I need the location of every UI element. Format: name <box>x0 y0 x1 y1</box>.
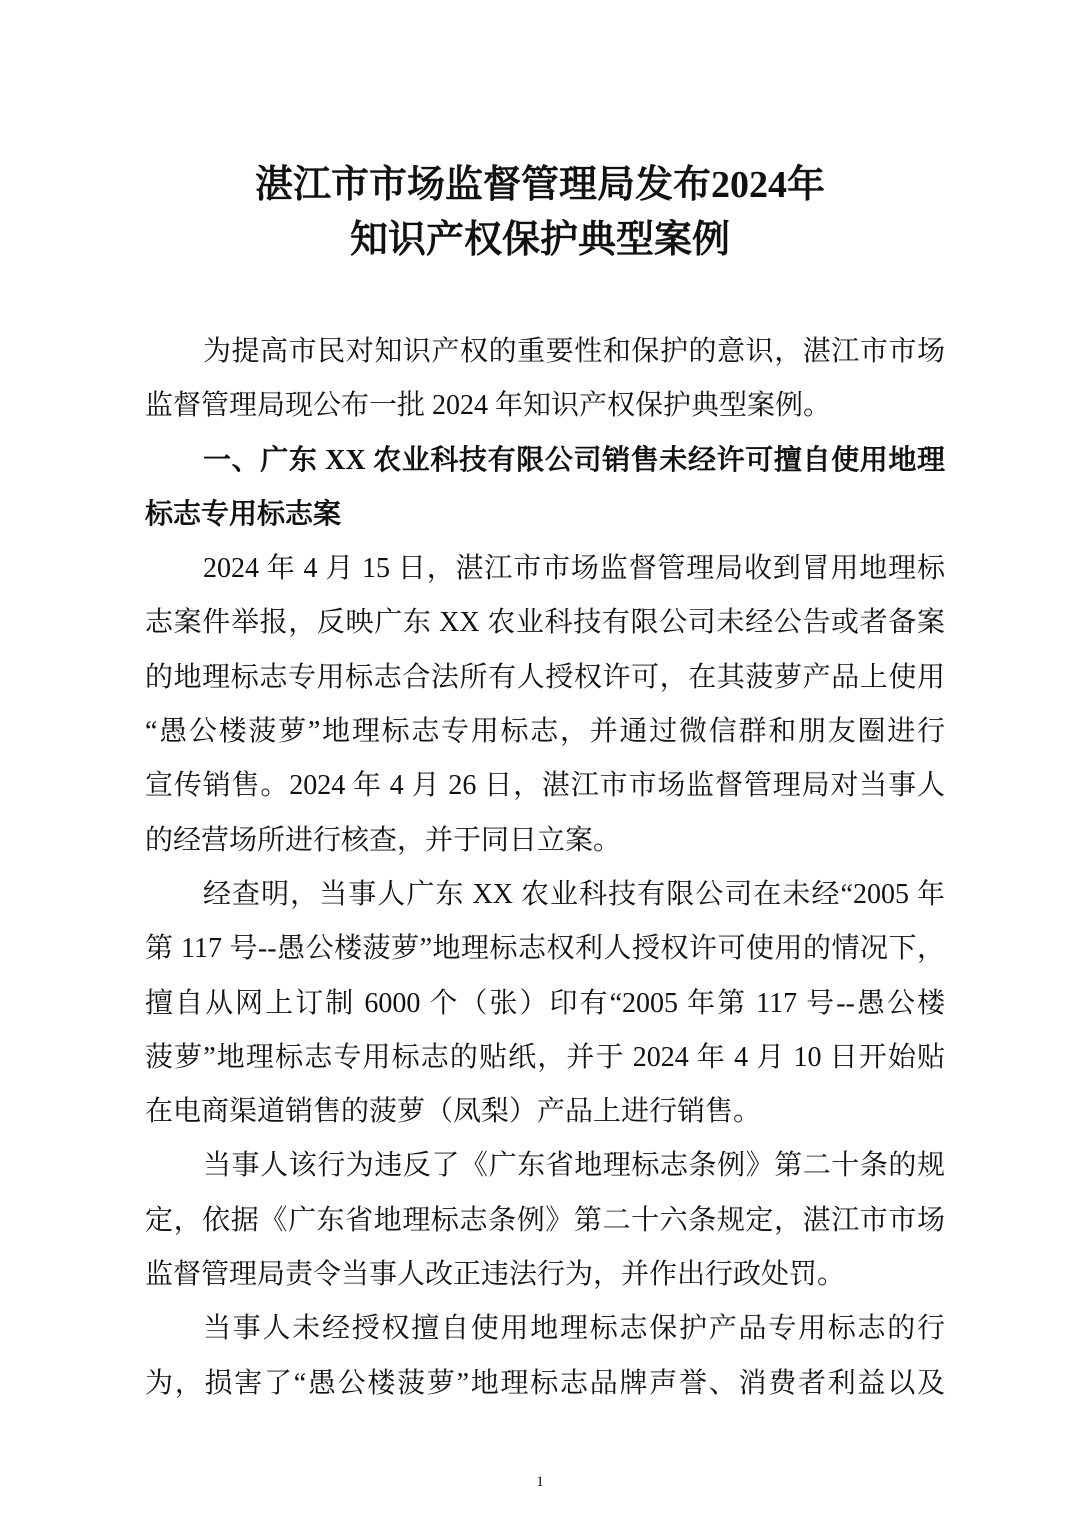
text-line: 的经营场所进行核查，并于同日立案。 <box>145 824 622 856</box>
text-line: 经查明，当事人广东 XX 农业科技有限公司在未经“2005 年 <box>203 878 945 910</box>
text-line: 监督管理局责令当事人改正违法行为，并作出行政处罚。 <box>145 1259 846 1291</box>
text-line: 第 117 号--愚公楼菠萝”地理标志权利人授权许可使用的情况下， <box>145 933 945 965</box>
section-heading <box>145 434 945 543</box>
page-number: 1 <box>536 1474 544 1490</box>
text-line: “愚公楼菠萝”地理标志专用标志，并通过微信群和朋友圈进行 <box>145 716 945 748</box>
text-line: 志案件举报，反映广东 XX 农业科技有限公司未经公告或者备案 <box>145 607 945 639</box>
text-line: 当事人未经授权擅自使用地理标志保护产品专用标志的行 <box>203 1313 945 1345</box>
text-line: 定，依据《广东省地理标志条例》第二十六条规定，湛江市市场 <box>145 1204 945 1236</box>
document-title-line-2: 知识产权保护典型案例 <box>349 219 730 261</box>
text-line: 监督管理局现公布一批 2024 年知识产权保护典型案例。 <box>145 390 832 422</box>
text-line: 擅自从网上订制 6000 个（张）印有“2005 年第 117 号--愚公楼 <box>145 987 945 1019</box>
document-title-line-1: 湛江市市场监督管理局发布2024年 <box>254 164 825 206</box>
document-body <box>145 325 945 1411</box>
text-line: 宣传销售。2024 年 4 月 26 日，湛江市市场监督管理局对当事人 <box>145 770 945 802</box>
text-line: 当事人该行为违反了《广东省地理标志条例》第二十条的规 <box>203 1150 945 1182</box>
text-line: 为提高市民对知识产权的重要性和保护的意识，湛江市市场 <box>203 336 945 367</box>
paragraph <box>145 325 945 434</box>
paragraph <box>145 868 945 1139</box>
text-line: 菠萝”地理标志专用标志的贴纸，并于 2024 年 4 月 10 日开始贴 <box>145 1041 945 1073</box>
paragraph <box>145 1302 945 1411</box>
text-line: 为，损害了“愚公楼菠萝”地理标志品牌声誉、消费者利益以及 <box>145 1367 945 1399</box>
text-line: 2024 年 4 月 15 日，湛江市市场监督管理局收到冒用地理标 <box>203 553 945 585</box>
text-line: 标志专用标志案 <box>145 498 342 530</box>
text-line: 在电商渠道销售的菠萝（凤梨）产品上进行销售。 <box>145 1096 762 1128</box>
text-line: 的地理标志专用标志合法所有人授权许可，在其菠萝产品上使用 <box>145 661 945 693</box>
paragraph <box>145 542 945 868</box>
text-line: 一、广东 XX 农业科技有限公司销售未经许可擅自使用地理 <box>203 444 945 476</box>
paragraph <box>145 1139 945 1302</box>
